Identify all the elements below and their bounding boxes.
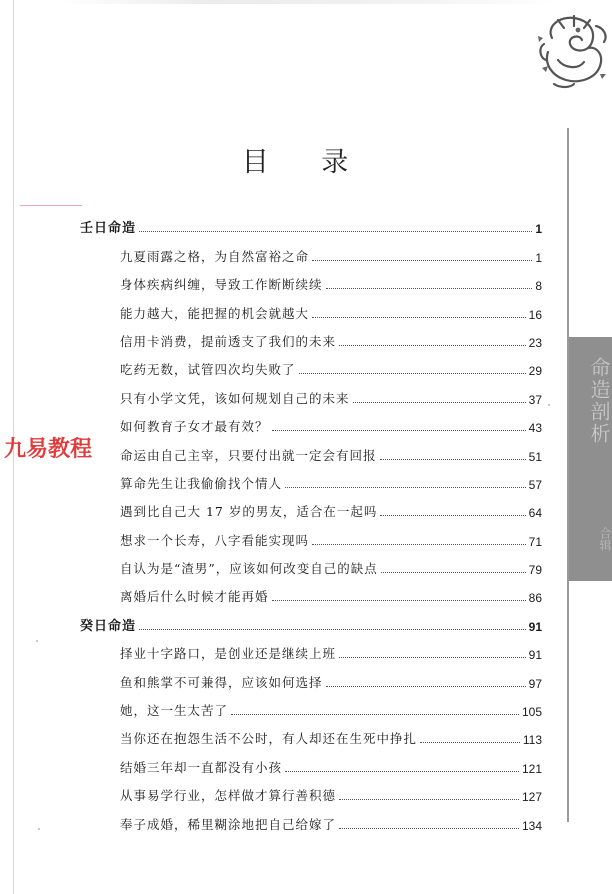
toc-page-number: 121 [521,761,542,776]
toc-entry[interactable] [80,441,542,469]
toc-leader [326,287,533,289]
toc-page-number: 51 [528,449,542,464]
toc-page-number: 29 [528,364,542,379]
toc-page-number: 91 [528,648,542,663]
toc-entry[interactable] [80,583,542,611]
toc-entry[interactable] [80,384,542,412]
toc-label: 鱼和熊掌不可兼得，应该如何选择 [120,674,323,690]
toc-label: 当你还在抱怨生活不公时，有人却还在生死中挣扎 [120,731,418,747]
toc-leader [380,514,525,516]
toc-page-number: 37 [528,392,542,407]
toc-page-number: 97 [528,676,542,691]
toc-leader [272,429,526,431]
page-title: 目 录 [241,147,371,178]
toc-label: 命运由自己主宰，只要付出就一定会有回报 [120,447,377,463]
toc-entry[interactable] [80,725,542,753]
toc-label: 如何教育子女才最有效？ [120,419,269,435]
toc-entry[interactable] [80,810,542,838]
toc-entry[interactable] [80,697,542,725]
toc-page-number: 57 [528,477,542,492]
toc-label: 身体疾病纠缠，导致工作断断续续 [120,277,323,293]
toc-page-number: 8 [535,279,542,294]
top-scan-shadow [60,0,560,4]
toc-entry[interactable] [80,271,542,299]
toc-entry[interactable] [80,242,542,270]
toc-label: 九夏雨露之格，为自然富裕之命 [120,248,310,264]
toc-entry[interactable] [80,356,542,384]
toc-entry[interactable] [80,526,542,554]
toc-page-number: 86 [528,591,542,606]
toc-label: 吃药无数，试管四次均失败了 [120,362,296,378]
toc-leader [139,230,532,232]
toc-page-number: 134 [521,818,542,833]
scan-speck [548,404,550,406]
toc-chapter[interactable] [80,214,542,242]
toc-page-number: 23 [528,335,542,350]
toc-leader [339,656,526,658]
side-tab-title: 命造剖析 [587,357,611,445]
pink-rule [20,205,82,206]
toc-entry[interactable] [80,498,542,526]
toc-label: 壬日命造 [80,221,137,237]
toc-page-number: 43 [528,421,542,436]
toc-leader [285,486,526,488]
watermark-text: 九易教程 [4,437,93,462]
toc-page-number: 79 [528,563,542,578]
toc-label: 想求一个长寿，八字看能实现吗 [120,532,310,548]
side-tab-foot: 合辑 [598,527,612,551]
toc-page-number: 16 [528,307,542,322]
toc-leader [312,259,532,261]
toc-entry[interactable] [80,413,542,441]
toc-page-number: 64 [528,506,542,521]
toc-label: 奉子成婚，稀里糊涂地把自己给嫁了 [120,816,337,832]
toc-entry[interactable] [80,668,542,696]
toc-leader [285,770,519,772]
toc-page-number: 105 [521,705,542,720]
toc-leader [272,599,526,601]
toc-page-number: 1 [535,250,542,265]
toc-leader [339,798,519,800]
toc-label: 她，这一生太苦了 [120,703,229,719]
toc-leader [420,741,520,743]
toc-page-number: 113 [522,733,542,748]
toc-label: 癸日命造 [80,618,137,634]
toc-label: 离婚后什么时候才能再婚 [120,589,269,605]
toc-entry[interactable] [80,753,542,781]
scan-speck [36,640,38,642]
toc-leader [380,458,526,460]
toc-leader [231,713,519,715]
toc-label: 算命先生让我偷偷找个情人 [120,475,283,491]
toc-leader [139,628,526,630]
toc-page-number: 71 [528,534,542,549]
toc-leader [381,571,526,573]
toc-chapter[interactable] [80,611,542,639]
toc-entry[interactable] [80,328,542,356]
toc-leader [299,372,526,374]
toc-page-number: 1 [535,222,542,237]
toc-label: 遇到比自己大 17 岁的男友，适合在一起吗 [120,504,378,520]
toc-leader [312,543,526,545]
toc-label: 结婚三年却一直都没有小孩 [120,759,283,775]
toc-entry[interactable] [80,470,542,498]
dragon-icon [534,8,612,90]
toc-page-number: 127 [521,790,542,805]
toc-label: 择业十字路口，是创业还是继续上班 [120,646,337,662]
side-thumb-tab [569,337,612,581]
toc-page-number: 91 [528,619,542,634]
toc-entry[interactable] [80,299,542,327]
toc-leader [326,685,526,687]
scan-speck [38,828,40,830]
table-of-contents [80,214,542,839]
toc-label: 自认为是“渣男”，应该如何改变自己的缺点 [120,561,378,577]
toc-entry[interactable] [80,640,542,668]
toc-entry[interactable] [80,782,542,810]
toc-label: 信用卡消费，提前透支了我们的未来 [120,333,337,349]
toc-leader [312,316,526,318]
toc-label: 只有小学文凭，该如何规划自己的未来 [120,390,350,406]
toc-leader [339,827,519,829]
toc-leader [339,344,526,346]
toc-entry[interactable] [80,555,542,583]
toc-label: 能力越大，能把握的机会就越大 [120,305,310,321]
toc-leader [353,401,526,403]
toc-label: 从事易学行业，怎样做才算行善积德 [120,788,337,804]
